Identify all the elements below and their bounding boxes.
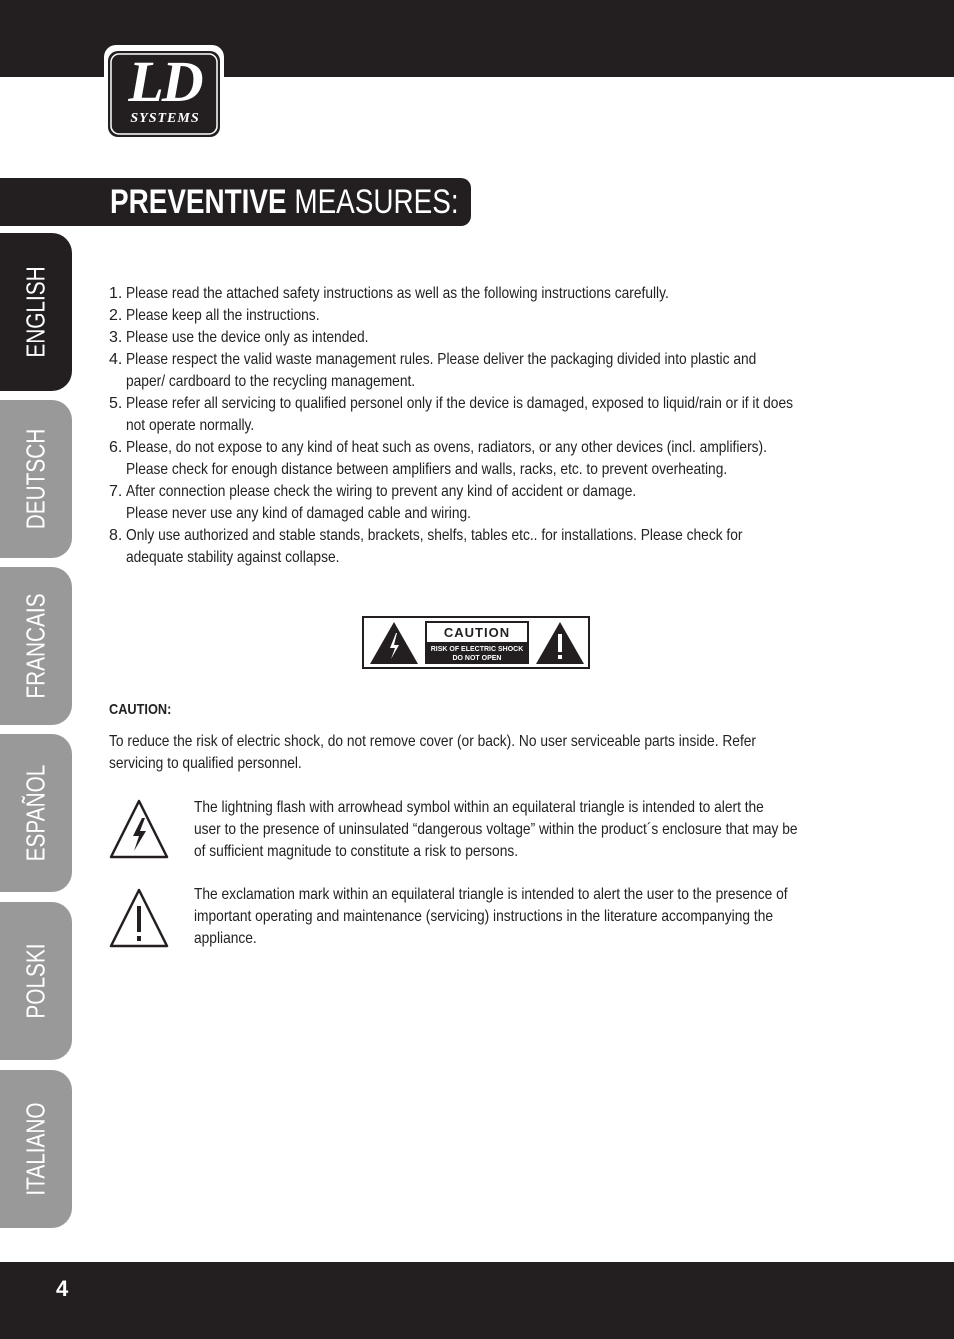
list-number: 7. — [109, 483, 123, 500]
page-title — [110, 181, 459, 223]
exclamation-explanation-line: appliance. — [194, 930, 257, 947]
list-line: Only use authorized and stable stands, brackets, shelfs, tables etc.. for installations. Please check for — [126, 527, 743, 544]
brand-logo — [104, 45, 224, 141]
instructions-list — [109, 283, 844, 569]
tab-francais-label: FRANCAIS — [20, 593, 51, 699]
lightning-explanation-line: user to the presence of uninsulated “dangerous voltage” within the product´s enclosure that may be — [194, 821, 798, 838]
lightning-triangle-icon — [108, 798, 170, 860]
caution-label — [362, 616, 590, 669]
list-number: 5. — [109, 395, 123, 412]
list-line: Please, do not expose to any kind of heat such as ovens, radiators, or any other devices (incl. amplifiers). — [126, 439, 767, 456]
list-line: Please never use any kind of damaged cable and wiring. — [126, 505, 471, 522]
page-title-bold: PREVENTIVE — [110, 183, 287, 221]
list-line: Please check for enough distance between amplifiers and walls, racks, etc. to prevent overheating. — [126, 461, 728, 478]
list-line: Please keep all the instructions. — [126, 307, 320, 324]
tab-polski[interactable] — [0, 902, 72, 1060]
logo-main-text: LD — [128, 49, 202, 114]
tab-francais[interactable] — [0, 567, 72, 725]
exclamation-triangle-icon — [535, 621, 585, 665]
list-line: Please read the attached safety instructions as well as the following instructions carefully. — [126, 285, 669, 302]
list-line: Please use the device only as intended. — [126, 329, 369, 346]
tab-italiano[interactable] — [0, 1070, 72, 1228]
caution-heading: CAUTION: — [109, 701, 172, 718]
list-line: Please refer all servicing to qualified personel only if the device is damaged, exposed to liquid/rain or if it does — [126, 395, 793, 412]
tab-deutsch-label: DEUTSCH — [20, 428, 51, 530]
lightning-explanation-line: The lightning flash with arrowhead symbol within an equilateral triangle is intended to alert the — [194, 799, 764, 816]
list-item — [109, 305, 844, 327]
page-number: 4 — [56, 1276, 69, 1301]
list-number: 2. — [109, 307, 123, 324]
list-number: 1. — [109, 285, 123, 302]
lightning-explanation — [194, 797, 844, 863]
bottom-bar — [0, 1262, 954, 1339]
logo-sub-text: SYSTEMS — [130, 111, 200, 126]
tab-polski-label: POLSKI — [20, 943, 51, 1019]
tab-deutsch[interactable] — [0, 400, 72, 558]
caution-label-center — [425, 621, 529, 664]
list-item — [109, 525, 844, 569]
list-item — [109, 349, 844, 393]
list-item — [109, 437, 844, 481]
exclamation-explanation-line: The exclamation mark within an equilateral triangle is intended to alert the user to the presence of — [194, 886, 788, 903]
list-number: 6. — [109, 439, 123, 456]
list-number: 4. — [109, 351, 123, 368]
tab-english-label: ENGLISH — [20, 266, 51, 358]
exclamation-explanation-line: important operating and maintenance (servicing) instructions in the literature accompanying the — [194, 908, 773, 925]
caution-label-line1: RISK OF ELECTRIC SHOCK — [430, 646, 524, 653]
caution-text-line: To reduce the risk of electric shock, do not remove cover (or back). No user serviceable parts inside. Refer — [109, 733, 757, 750]
list-item — [109, 283, 844, 305]
list-item — [109, 393, 844, 437]
caution-text — [109, 731, 844, 775]
tab-english[interactable] — [0, 233, 72, 391]
list-line: not operate normally. — [126, 417, 255, 434]
list-item — [109, 327, 844, 349]
caution-label-line2: DO NOT OPEN — [452, 655, 502, 662]
page-title-rest: MEASURES: — [286, 183, 459, 221]
tab-espanol-label: ESPAÑOL — [20, 764, 51, 862]
lightning-explanation-line: of sufficient magnitude to constitute a risk to persons. — [194, 843, 519, 860]
list-line: paper/ cardboard to the recycling management. — [126, 373, 416, 390]
list-number: 3. — [109, 329, 123, 346]
list-line: adequate stability against collapse. — [126, 549, 340, 566]
list-number: 8. — [109, 527, 123, 544]
exclamation-explanation — [194, 884, 844, 950]
list-item — [109, 481, 844, 525]
caution-text-line: servicing to qualified personnel. — [109, 755, 302, 772]
tab-espanol[interactable] — [0, 734, 72, 892]
exclamation-triangle-icon — [108, 887, 170, 949]
list-line: Please respect the valid waste management rules. Please deliver the packaging divided into plastic and — [126, 351, 757, 368]
list-line: After connection please check the wiring to prevent any kind of accident or damage. — [126, 483, 637, 500]
tab-italiano-label: ITALIANO — [20, 1102, 51, 1196]
caution-label-word: CAUTION — [427, 623, 527, 642]
lightning-triangle-icon — [369, 621, 419, 665]
